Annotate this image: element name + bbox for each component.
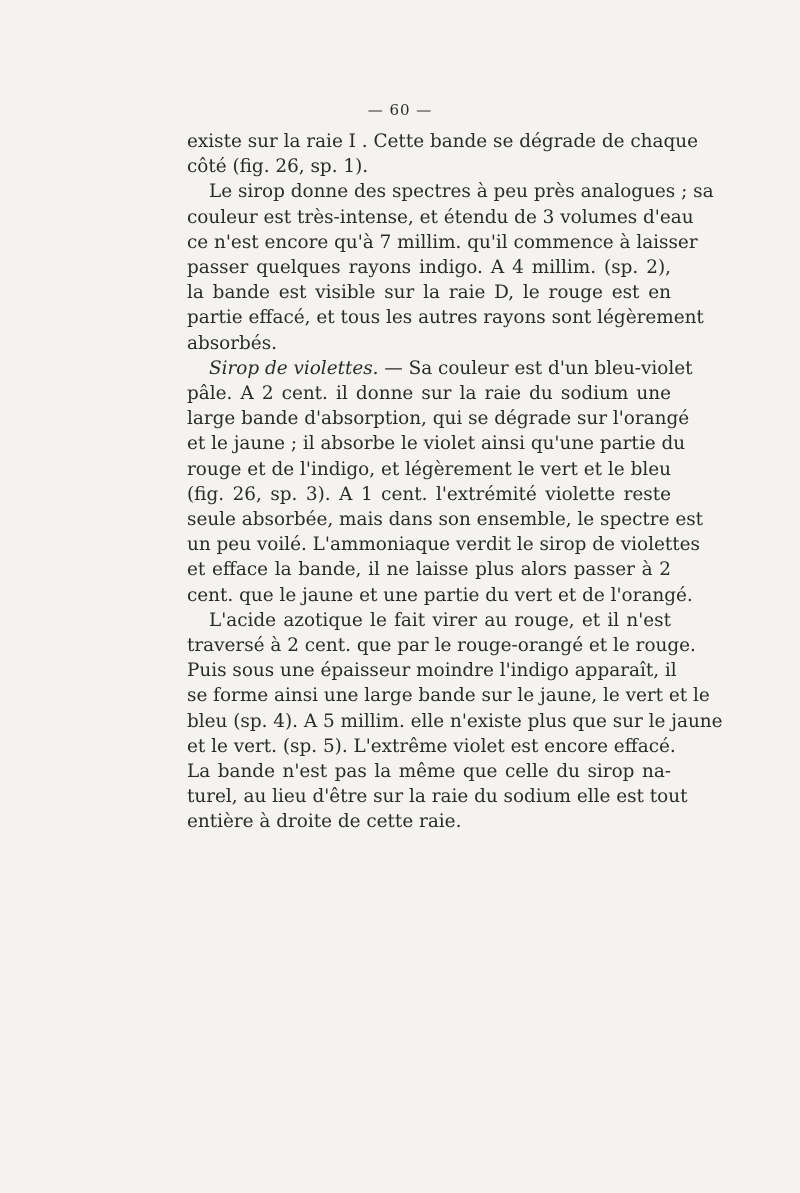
section-lead: Sirop de violettes.	[209, 357, 379, 379]
text-line: (fig. 26, sp. 3). A 1 cent. l'extrémité violette reste	[187, 483, 671, 505]
text-line: La bande n'est pas la même que celle du sirop na-	[187, 761, 671, 783]
text-line: et le jaune ; il absorbe le violet ainsi qu'une partie du	[187, 433, 686, 455]
text-line: pâle. A 2 cent. il donne sur la raie du sodium une	[187, 383, 671, 405]
text-line: passer quelques rayons indigo. A 4 millim. (sp. 2),	[187, 257, 671, 279]
paragraph	[187, 129, 698, 179]
text-line: absorbés.	[187, 332, 277, 354]
text-line: la bande est visible sur la raie D, le rouge est en	[187, 282, 671, 304]
text-line: large bande d'absorption, qui se dégrade sur l'orangé	[187, 408, 690, 430]
text-line: rouge et de l'indigo, et légèrement le vert et le bleu	[187, 458, 671, 480]
text-line	[187, 356, 693, 381]
text-line: côté (fig. 26, sp. 1).	[187, 156, 369, 178]
text-line: cent. que le jaune et une partie du vert et de l'orangé.	[187, 584, 693, 606]
page-number: — 60 —	[367, 101, 433, 119]
text-line: ce n'est encore qu'à 7 millim. qu'il commence à laisser	[187, 231, 698, 253]
text-line: Puis sous une épaisseur moindre l'indigo apparaît, il	[187, 660, 677, 682]
text-line: existe sur la raie I . Cette bande se dégrade de chaque	[187, 131, 698, 152]
text-line: couleur est très-intense, et étendu de 3 volumes d'eau	[187, 206, 694, 228]
text-line: turel, au lieu d'être sur la raie du sodium elle est tout	[187, 786, 688, 808]
text-line: se forme ainsi une large bande sur le jaune, le vert et le	[187, 685, 710, 707]
text-line: bleu (sp. 4). A 5 millim. elle n'existe plus que sur le jaune	[187, 710, 723, 732]
text-fragment: — Sa couleur est d'un bleu-violet	[378, 357, 693, 379]
text-line: traversé à 2 cent. que par le rouge-orangé et le rouge.	[187, 635, 696, 657]
text-line: et le vert. (sp. 5). L'extrême violet est encore effacé.	[187, 735, 676, 757]
text-line: partie effacé, et tous les autres rayons sont légèrement	[187, 307, 704, 329]
text-line: un peu voilé. L'ammoniaque verdit le sirop de violettes	[187, 534, 700, 556]
body-text	[187, 129, 723, 835]
text-line: et efface la bande, il ne laisse plus alors passer à 2	[187, 559, 671, 581]
paragraph	[187, 356, 704, 608]
text-line: entière à droite de cette raie.	[187, 811, 462, 833]
paragraph	[187, 608, 723, 835]
text-line: L'acide azotique le fait virer au rouge, et il n'est	[209, 609, 671, 631]
text-line: Le sirop donne des spectres à peu près analogues ; sa	[209, 181, 714, 203]
paragraph	[187, 179, 714, 355]
text-line: seule absorbée, mais dans son ensemble, le spectre est	[187, 509, 704, 531]
